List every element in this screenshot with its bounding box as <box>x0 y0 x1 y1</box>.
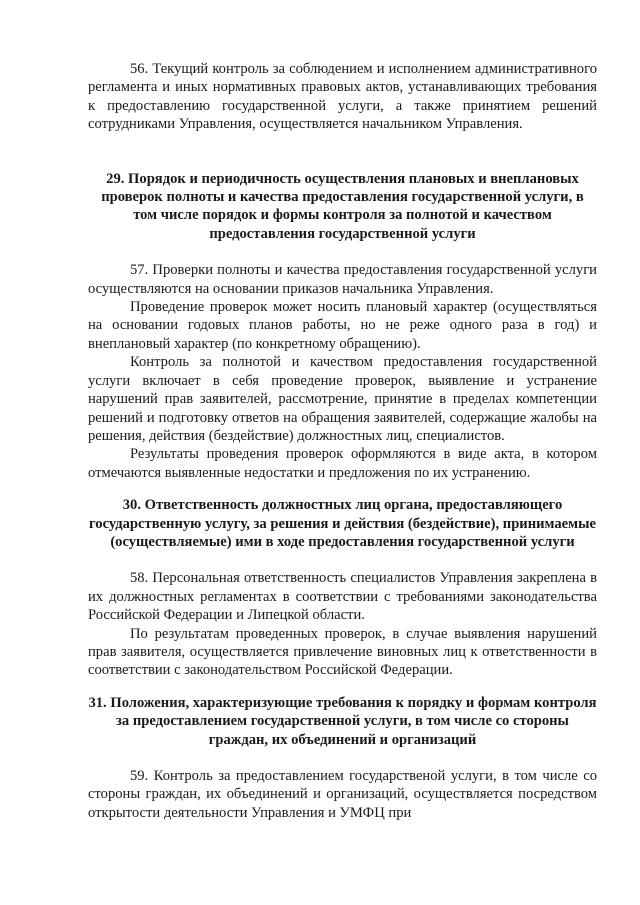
section-heading-31: 31. Положения, характеризующие требования к порядку и формам контроля за предоставлением государственной услуги, в том числе со стороны граждан, их объединений и организаций <box>88 694 597 748</box>
spacer <box>88 551 597 569</box>
section-heading-30: 30. Ответственность должностных лиц органа, предоставляющего государственную услугу, за решения и действия (бездействие), принимаемые (осуществляемые) ими в ходе предоставления государственной услуги <box>89 497 596 550</box>
spacer <box>88 482 597 496</box>
spacer <box>88 749 597 767</box>
paragraph-58-violations: По результатам проведенных проверок, в случае выявления нарушений прав заявителя, осуществляется привлечение виновных лиц к ответственности в соответствии с законодательством Российской Федерации. <box>88 625 597 679</box>
paragraph-56: 56. Текущий контроль за соблюдением и исполнением административного регламента и иных нормативных правовых актов, устанавливающих требования к предоставлению государственной услуги, а также принятием решений сотрудниками Управления, осуществляется начальником Управления. <box>88 61 597 133</box>
spacer <box>88 134 597 170</box>
spacer <box>88 243 597 261</box>
paragraph-57-results: Результаты проведения проверок оформляются в виде акта, в котором отмечаются выявленные недостатки и предложения по их устранению. <box>88 446 597 481</box>
section-heading-29: 29. Порядок и периодичность осуществления плановых и внеплановых проверок полноты и качества предоставления государственной услуги, в том числе порядок и формы контроля за полнотой и качеством предоставления государственной услуги <box>101 170 584 242</box>
paragraph-57: 57. Проверки полноты и качества предоставления государственной услуги осуществляются на основании приказов начальника Управления. <box>88 262 597 297</box>
paragraph-57-control: Контроль за полнотой и качеством предоставления государственной услуги включает в себя проведение проверок, выявление и устранение нарушений прав заявителей, рассмотрение, принятие в пределах компетенции решений и подготовку ответов на обращения заявителей, содержащие жалобы на решения, действия (бездействие) должностных лиц, специалистов. <box>88 354 597 444</box>
paragraph-59: 59. Контроль за предоставлением государственой услуги, в том числе со стороны граждан, их объединений и организаций, осуществляется посредством открытости деятельности Управления и УМФЦ при <box>88 768 597 821</box>
spacer <box>88 680 597 694</box>
paragraph-57-planned: Проведение проверок может носить плановый характер (осуществляться на основании годовых планов работы, но не реже одного раза в год) и внеплановый характер (по конкретному обращению). <box>88 299 597 352</box>
paragraph-58: 58. Персональная ответственность специалистов Управления закреплена в их должностных регламентах в соответствии с требованиями законодательства Российской Федерации и Липецкой области. <box>88 570 597 624</box>
